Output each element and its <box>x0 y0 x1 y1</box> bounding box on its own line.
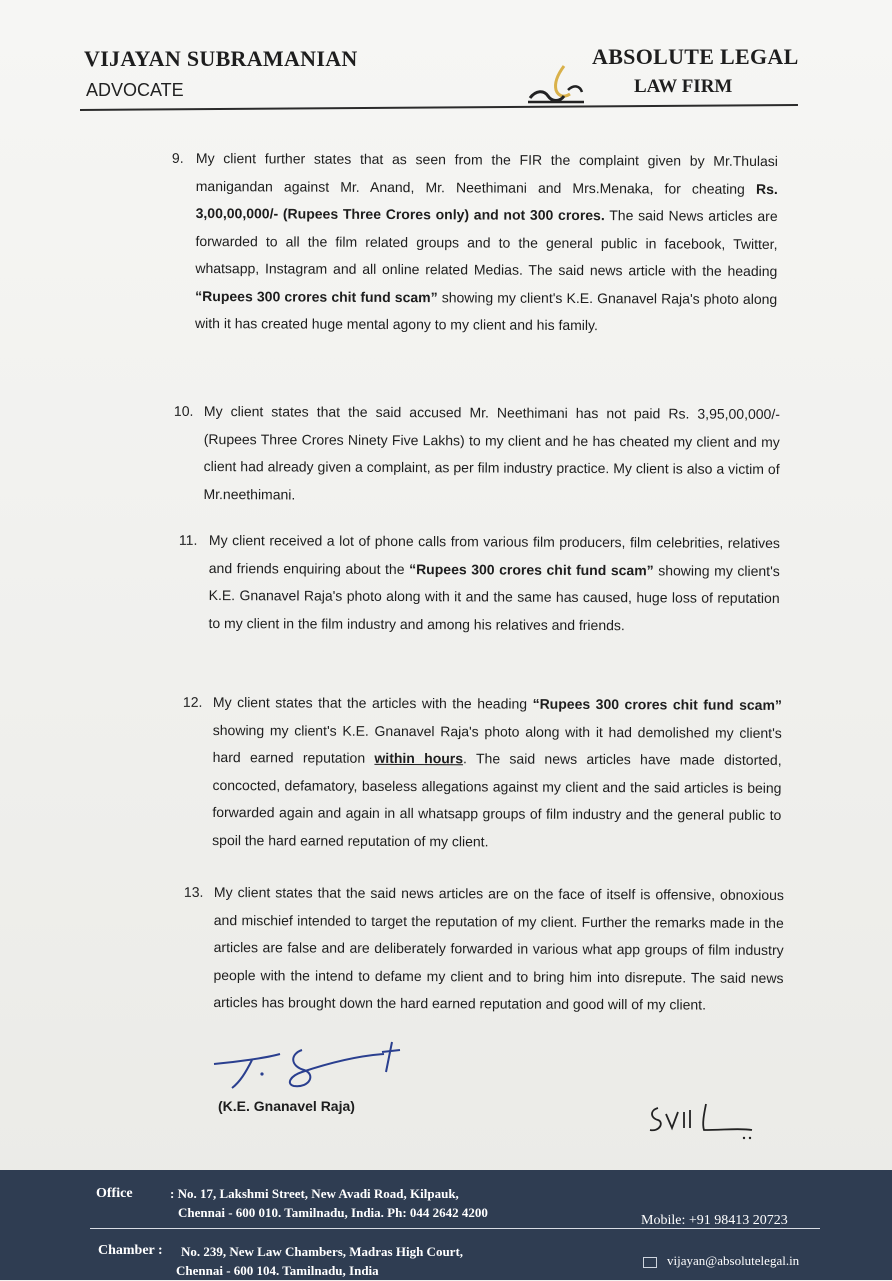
advocate-initials-signature <box>644 1100 764 1144</box>
advocate-name: VIJAYAN SUBRAMANIAN <box>84 46 358 71</box>
text-run: showing my client's K.E. Gnanavel Raja's photo along with it and the same has caused, huge loss of reputation to my client in the film industry and among his relatives and friends. <box>208 561 780 633</box>
bold-heading: “Rupees 300 crores chit fund scam” <box>195 287 438 305</box>
office-address-line2: Chennai - 600 010. Tamilnadu, India. Ph: 044 2642 4200 <box>178 1205 488 1220</box>
chamber-label: Chamber : <box>98 1243 163 1258</box>
paragraph-number: 9. <box>171 149 184 166</box>
paragraph-12 <box>182 689 782 857</box>
client-signature <box>206 1036 416 1096</box>
paragraph-13 <box>183 879 784 1019</box>
email-address[interactable]: vijayan@absolutelegal.in <box>667 1253 800 1268</box>
text-run: showing my client's K.E. Gnanavel Raja's photo along with it has created huge mental agony to my client and his family. <box>195 288 778 334</box>
paragraph-number: 11. <box>178 531 198 548</box>
text-run: My client further states that as seen from the FIR the complaint given by Mr.Thulasi manigandan against Mr. Anand, Mr. Neethimani and Mrs.Menaka, for cheating <box>195 149 778 197</box>
paragraph-text: My client states that the said accused Mr. Neethimani has not paid Rs. 3,95,00,000/- (Rupees Three Crores Ninety Five Lakhs) to my client and he has cheated my client and my client had already given a complaint, as per film industry practice. My client is also a victim of Mr.neethimani. <box>203 402 780 502</box>
paragraph-9 <box>171 145 778 341</box>
envelope-icon <box>643 1257 657 1268</box>
office-address-line1: : No. 17, Lakshmi Street, New Avadi Road, Kilpauk, <box>170 1186 459 1201</box>
paragraph-10 <box>173 398 780 511</box>
underlined-text: within hours <box>374 749 464 767</box>
office-label: Office <box>96 1186 133 1201</box>
mobile-number: Mobile: +91 98413 20723 <box>641 1213 788 1228</box>
paragraph-11 <box>178 527 780 640</box>
paragraph-text <box>208 527 780 640</box>
chamber-address-line2: Chennai - 600 104. Tamilnadu, India <box>176 1263 379 1278</box>
text-run: . The said news articles have made distorted, concocted, defamatory, baseless allegations against my client and the said articles is being forwarded again and again in all whatsapp groups of film industry and the general public to spoil the hard earned reputation of my client. <box>212 750 782 849</box>
text-run: showing my client's K.E. Gnanavel Raja's photo along with it had demolished my client's hard earned reputation <box>212 721 782 766</box>
text-run: The said News articles are forwarded to all the film related groups and to the general public in facebook, Twitter, whatsapp, Instagram and all online related Medias. The said news article with the heading <box>195 207 778 280</box>
advocate-title: ADVOCATE <box>86 80 184 100</box>
bold-amount: Rs. 3,00,00,000/- (Rupees Three Crores only) and not 300 crores. <box>195 180 778 224</box>
footer-divider <box>90 1228 820 1229</box>
paragraph-number: 10. <box>173 402 194 419</box>
scales-logo-icon <box>524 60 588 106</box>
chamber-address-line1: No. 239, New Law Chambers, Madras High Court, <box>181 1244 464 1259</box>
bold-heading: “Rupees 300 crores chit fund scam” <box>532 695 782 713</box>
paragraph-number: 13. <box>183 883 204 900</box>
firm-name: ABSOLUTE LEGAL <box>592 44 799 69</box>
letterhead-footer <box>0 1170 892 1280</box>
letterhead <box>0 0 892 125</box>
header-divider <box>80 104 798 111</box>
text-run: My client received a lot of phone calls from various film producers, film celebrities, relatives and friends enquiring about the <box>208 531 780 577</box>
paragraph-number: 12. <box>182 693 203 710</box>
firm-subtitle: LAW FIRM <box>634 76 733 97</box>
paragraph-text: My client states that the said news articles are on the face of itself is offensive, obnoxious and mischief intended to target the reputation of my client. Further the remarks made in the articles are false and are deliberately forwarded in various what app groups of film industry people with the intend to defame my client and to bring him into disrepute. The said news articles has brought down the hard earned reputation and good will of my client. <box>213 883 784 1013</box>
email-contact[interactable] <box>643 1251 799 1271</box>
bold-heading: “Rupees 300 crores chit fund scam” <box>409 560 654 578</box>
text-run: My client states that the articles with the heading <box>212 693 533 712</box>
paragraph-text <box>195 145 778 341</box>
signer-name: (K.E. Gnanavel Raja) <box>218 1098 355 1114</box>
paragraph-text <box>212 689 782 857</box>
